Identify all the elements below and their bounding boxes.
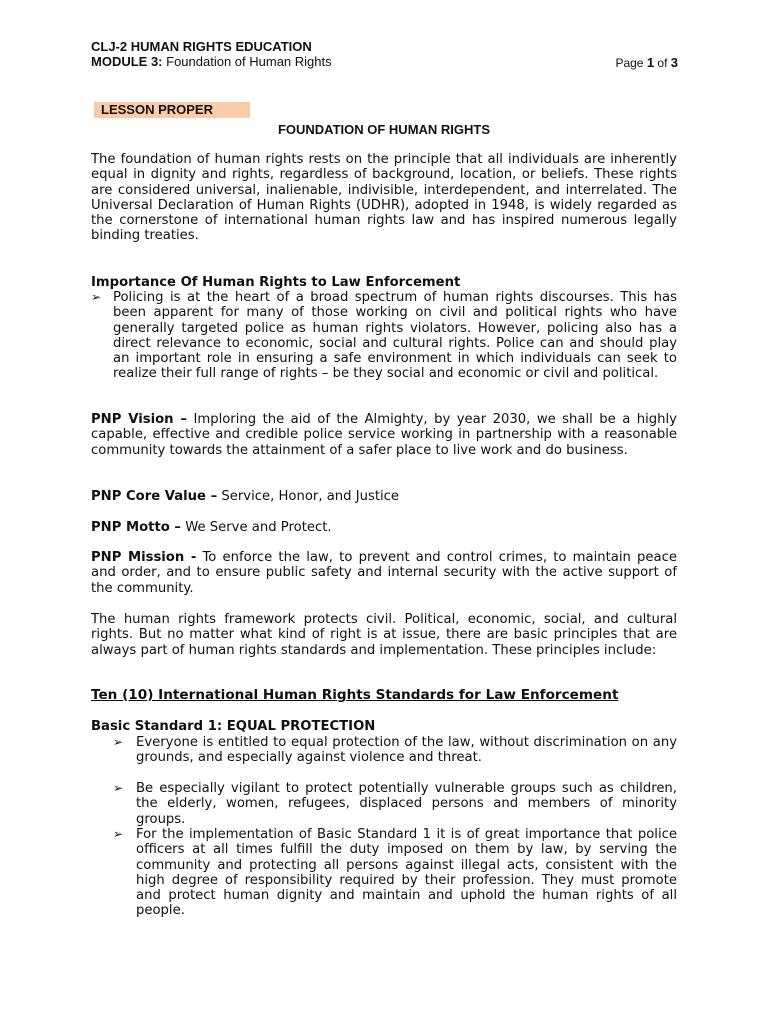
module-line <box>91 54 332 70</box>
standards-heading: Ten (10) International Human Rights Standards for Law Enforcement <box>91 687 619 703</box>
lesson-proper-label: LESSON PROPER <box>94 102 250 118</box>
pnp-motto-text: We Serve and Protect. <box>185 520 332 535</box>
importance-heading: Importance Of Human Rights to Law Enforcement <box>91 275 461 290</box>
pnp-core-text: Service, Honor, and Justice <box>221 489 400 504</box>
pnp-vision-text: Imploring the aid of the Almighty, by year 2030, we shall be a highly capable, effective and credible police service working in partnership with a reasonable community towards the attainment of a safer place to live work and do business. <box>91 412 677 458</box>
framework-paragraph: The human rights framework protects civil. Political, economic, social, and cultural rights. But no matter what kind of right is at issue, there are basic principles that are always part of human rights standards and implementation. These principles include: <box>91 612 677 658</box>
basic1-bullet: Everyone is entitled to equal protection of the law, without discrimination on any grounds, and especially against violence and threat. <box>136 735 677 766</box>
basic-standard-1-heading: Basic Standard 1: EQUAL PROTECTION <box>91 719 376 734</box>
pnp-motto <box>91 520 677 535</box>
page-title: FOUNDATION OF HUMAN RIGHTS <box>277 122 491 137</box>
arrow-bullet-icon: ➢ <box>113 827 124 841</box>
course-title: CLJ-2 HUMAN RIGHTS EDUCATION <box>91 39 312 54</box>
module-label: MODULE 3: <box>91 54 163 69</box>
pnp-core-value <box>91 489 677 504</box>
page-current: 1 <box>646 55 655 70</box>
module-title: Foundation of Human Rights <box>166 54 332 69</box>
pnp-core-label: PNP Core Value – <box>91 489 218 504</box>
pnp-mission-text: To enforce the law, to prevent and control crimes, to maintain peace and order, and to ensure public safety and internal security with the active support of the community. <box>91 550 677 596</box>
pnp-mission-label: PNP Mission - <box>91 550 197 565</box>
basic1-bullet: For the implementation of Basic Standard 1 it is of great importance that police officers at all times fulfill the duty imposed on them by law, by serving the community and protecting all persons against illegal acts, consistent with the high degree of responsibility required by their profession. They must promote and protect human dignity and maintain and uphold the human rights of all people. <box>136 827 677 919</box>
page-total: 3 <box>670 55 678 70</box>
pnp-vision-label: PNP Vision – <box>91 412 187 427</box>
arrow-bullet-icon: ➢ <box>113 735 124 749</box>
page-of: of <box>657 56 668 70</box>
page-number <box>615 55 678 70</box>
pnp-vision <box>91 412 677 458</box>
arrow-bullet-icon: ➢ <box>91 290 102 304</box>
arrow-bullet-icon: ➢ <box>113 781 124 795</box>
importance-bullet: Policing is at the heart of a broad spectrum of human rights discourses. This has been apparent for many of those working on civil and political rights who have generally targeted police as human rights violators. However, policing also has a direct relevance to economic, social and cultural rights. Police can and should play an important role in ensuring a safe environment in which individuals can seek to realize their full range of rights – be they social and economic or civil and political. <box>113 290 677 382</box>
page-word: Page <box>615 56 644 70</box>
basic1-bullet: Be especially vigilant to protect potentially vulnerable groups such as children, the elderly, women, refugees, displaced persons and members of minority groups. <box>136 781 677 827</box>
intro-paragraph: The foundation of human rights rests on the principle that all individuals are inherently equal in dignity and rights, regardless of background, location, or beliefs. These rights are considered universal, inalienable, indivisible, interdependent, and interrelated. The Universal Declaration of Human Rights (UDHR), adopted in 1948, is widely regarded as the cornerstone of international human rights law and has inspired numerous legally binding treaties. <box>91 152 677 244</box>
pnp-motto-label: PNP Motto – <box>91 520 181 535</box>
pnp-mission <box>91 550 677 596</box>
